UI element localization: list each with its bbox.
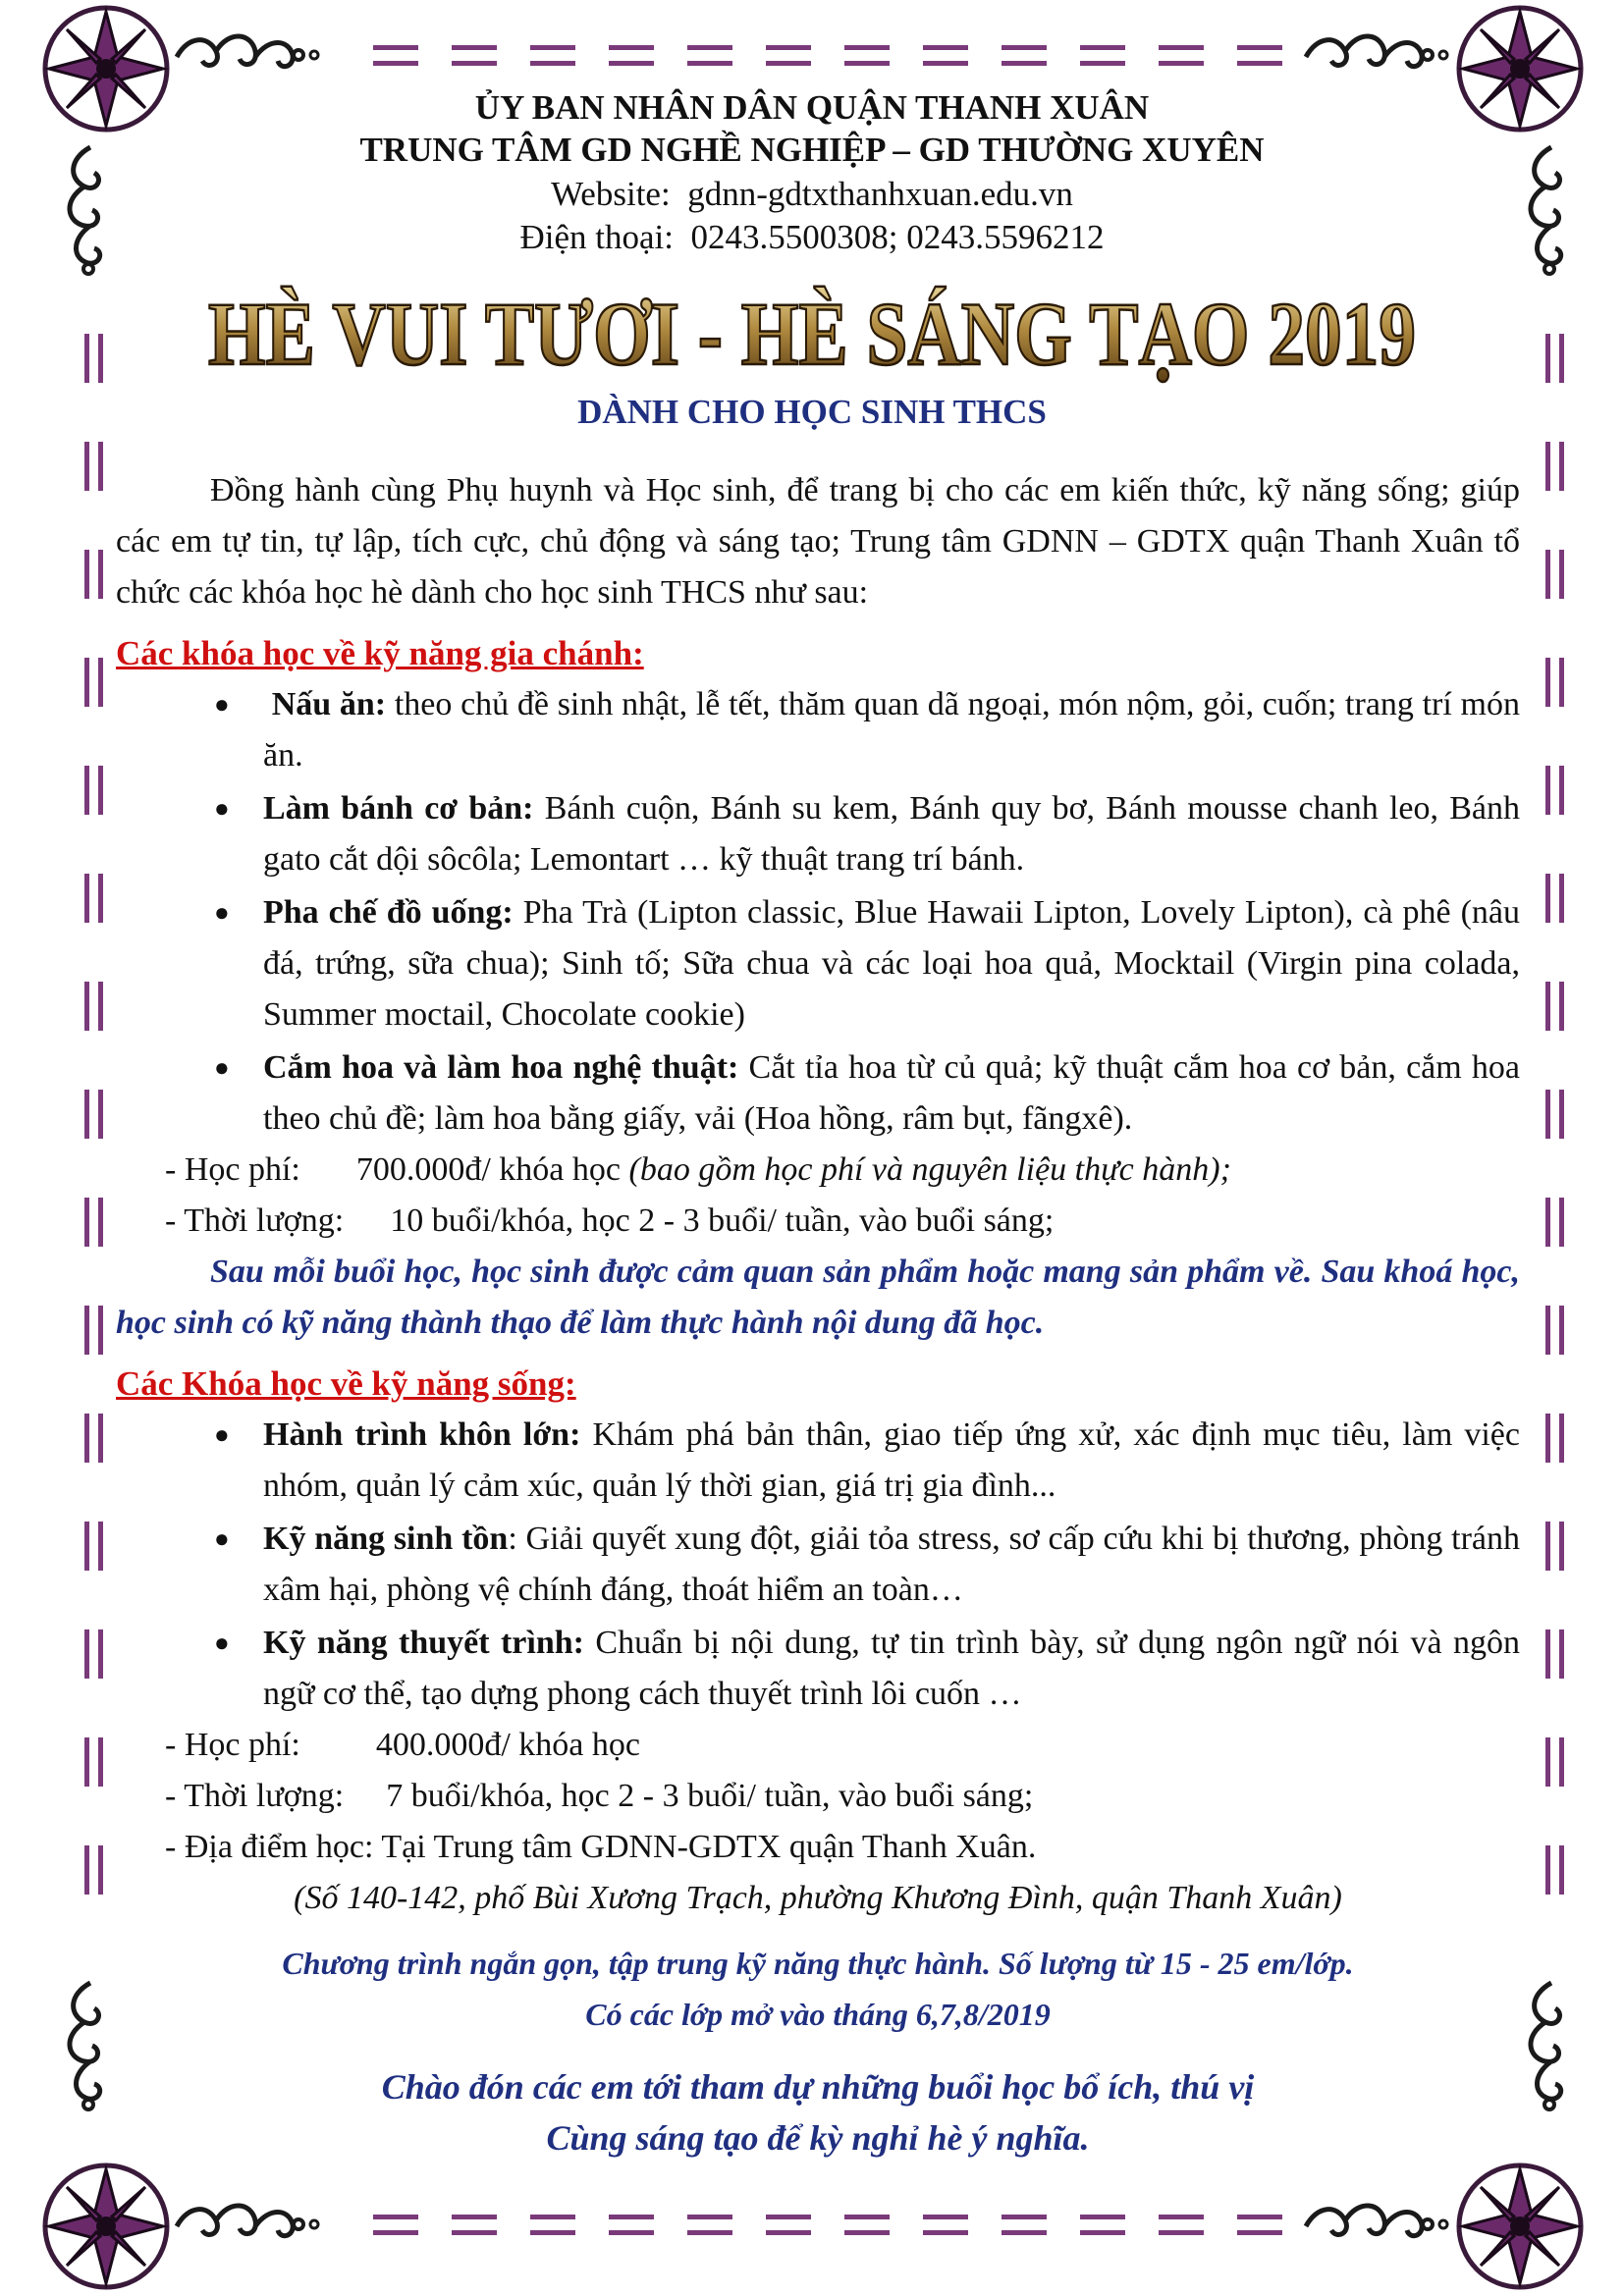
intro-paragraph: Đồng hành cùng Phụ huynh và Học sinh, để trang bị cho các em kiến thức, kỹ năng sống; giúp các em tự tin, tự lập, tích cực, chủ động và sáng tạo; Trung tâm GDNN – GDTX quận Thanh Xuân tổ chức các khóa học hè dành cho học sinh THCS như sau: bbox=[116, 472, 1520, 611]
banner-title-text: HÈ VUI TƯƠI - HÈ SÁNG TẠO 2019 bbox=[208, 284, 1416, 384]
cooking-fee bbox=[116, 1145, 1520, 1196]
list-item bbox=[116, 1042, 1520, 1145]
header-website bbox=[0, 175, 1624, 214]
header-phone bbox=[0, 218, 1624, 257]
banner-title bbox=[0, 278, 1624, 391]
cooking-course-list bbox=[116, 679, 1520, 1145]
section-heading-life-skills: Các Khóa học về kỹ năng sống: bbox=[116, 1364, 576, 1403]
list-item bbox=[116, 679, 1520, 781]
fee-value: 700.000đ/ khóa học bbox=[355, 1151, 621, 1188]
life-skills-duration bbox=[116, 1771, 1520, 1822]
duration-label: - Thời lượng: bbox=[165, 1778, 345, 1814]
item-title: Làm bánh cơ bản: bbox=[263, 790, 534, 827]
website-value: gdnn-gdtxthanhxuan.edu.vn bbox=[687, 175, 1073, 213]
bullet-icon: ● bbox=[214, 1524, 230, 1553]
subtitle: DÀNH CHO HỌC SINH THCS bbox=[577, 393, 1047, 431]
item-title: Nấu ăn: bbox=[271, 686, 387, 722]
list-item bbox=[116, 887, 1520, 1041]
welcome-line-2: Cùng sáng tạo để kỳ nghỉ hè ý nghĩa. bbox=[546, 2118, 1090, 2158]
item-title: Pha chế đồ uống: bbox=[263, 894, 514, 931]
list-item bbox=[116, 1410, 1520, 1512]
bullet-icon: ● bbox=[214, 1053, 230, 1082]
header-line-1: ỦY BAN NHÂN DÂN QUẬN THANH XUÂN bbox=[474, 88, 1150, 127]
list-item bbox=[116, 1514, 1520, 1616]
list-item bbox=[116, 1618, 1520, 1720]
location-value: Tại Trung tâm GDNN-GDTX quận Thanh Xuân. bbox=[381, 1829, 1037, 1865]
item-text: Chuẩn bị nội dung, tự tin trình bày, sử dụng ngôn ngữ nói và ngôn ngữ cơ thể, tạo dựng phong cách thuyết trình lôi cuốn … bbox=[263, 1625, 1520, 1712]
footer-line-2: Có các lớp mở vào tháng 6,7,8/2019 bbox=[585, 1997, 1051, 2032]
bullet-icon: ● bbox=[214, 794, 230, 823]
banner-title-art bbox=[0, 278, 1624, 386]
bullet-icon: ● bbox=[214, 690, 230, 719]
fee-label: - Học phí: bbox=[165, 1151, 300, 1188]
website-label: Website: bbox=[551, 175, 671, 213]
bullet-icon: ● bbox=[214, 1629, 230, 1657]
life-skills-fee bbox=[116, 1720, 1520, 1771]
item-title: Cắm hoa và làm hoa nghệ thuật: bbox=[263, 1049, 739, 1086]
item-title: Kỹ năng sinh tồn bbox=[263, 1521, 509, 1557]
life-skills-course-list bbox=[116, 1410, 1520, 1720]
item-text: Pha Trà (Lipton classic, Blue Hawaii Lipton, Lovely Lipton), cà phê (nâu đá, trứng, sữa chua); Sinh tố; Sữa chua và các loại hoa quả, Mocktail (Virgin pina colada, Summer moctail, Chocolate cookie) bbox=[263, 894, 1520, 1033]
welcome-line-1: Chào đón các em tới tham dự những buổi học bổ ích, thú vị bbox=[381, 2067, 1255, 2107]
cooking-duration bbox=[116, 1196, 1520, 1247]
phone-value: 0243.5500308; 0243.5596212 bbox=[690, 218, 1105, 256]
section-heading-cooking: Các khóa học về kỹ năng gia chánh: bbox=[116, 634, 644, 672]
life-skills-location bbox=[116, 1822, 1520, 1873]
phone-label: Điện thoại: bbox=[519, 218, 674, 256]
bullet-icon: ● bbox=[214, 898, 230, 927]
bullet-icon: ● bbox=[214, 1420, 230, 1449]
fee-label: - Học phí: bbox=[165, 1727, 300, 1763]
header-line-2: TRUNG TÂM GD NGHỀ NGHIỆP – GD THƯỜNG XUYÊN bbox=[359, 131, 1265, 169]
footer-line-1: Chương trình ngắn gọn, tập trung kỹ năng thực hành. Số lượng từ 15 - 25 em/lớp. bbox=[282, 1946, 1354, 1981]
duration-label: - Thời lượng: bbox=[165, 1202, 345, 1239]
item-text: theo chủ đề sinh nhật, lễ tết, thăm quan dã ngoại, món nộm, gỏi, cuốn; trang trí món ăn. bbox=[263, 686, 1520, 774]
item-text: : Giải quyết xung đột, giải tỏa stress, sơ cấp cứu khi bị thương, phòng tránh xâm hại, phòng vệ chính đáng, thoát hiểm an toàn… bbox=[263, 1521, 1521, 1608]
item-title: Hành trình khôn lớn: bbox=[263, 1416, 581, 1453]
fee-value: 400.000đ/ khóa học bbox=[375, 1727, 640, 1763]
location-label: - Địa điểm học: bbox=[165, 1829, 374, 1865]
main-content bbox=[116, 465, 1520, 2163]
duration-value: 10 buổi/khóa, học 2 - 3 buổi/ tuần, vào buổi sáng; bbox=[390, 1202, 1055, 1239]
item-text: Cắt tỉa hoa từ củ quả; kỹ thuật cắm hoa cơ bản, cắm hoa theo chủ đề; làm hoa bằng giấy, vải (Hoa hồng, râm bụt, fãngxê). bbox=[263, 1049, 1520, 1137]
item-text: Khám phá bản thân, giao tiếp ứng xử, xác định mục tiêu, làm việc nhóm, quản lý cảm xúc, quản lý thời gian, giá trị gia đình... bbox=[263, 1416, 1520, 1504]
duration-value: 7 buổi/khóa, học 2 - 3 buổi/ tuần, vào buổi sáng; bbox=[386, 1778, 1034, 1814]
fee-note: (bao gồm học phí và nguyên liệu thực hành); bbox=[628, 1151, 1231, 1188]
list-item bbox=[116, 783, 1520, 885]
address: (Số 140-142, phố Bùi Xương Trạch, phường Khương Đình, quận Thanh Xuân) bbox=[294, 1880, 1342, 1916]
item-text: Bánh cuộn, Bánh su kem, Bánh quy bơ, Bánh mousse chanh leo, Bánh gato cắt dội sôcôla; Lemontart … kỹ thuật trang trí bánh. bbox=[263, 790, 1520, 878]
item-title: Kỹ năng thuyết trình: bbox=[263, 1625, 584, 1661]
cooking-note: Sau mỗi buổi học, học sinh được cảm quan sản phẩm hoặc mang sản phẩm về. Sau khoá học, học sinh có kỹ năng thành thạo để làm thực hành nội dung đã học. bbox=[116, 1254, 1520, 1341]
